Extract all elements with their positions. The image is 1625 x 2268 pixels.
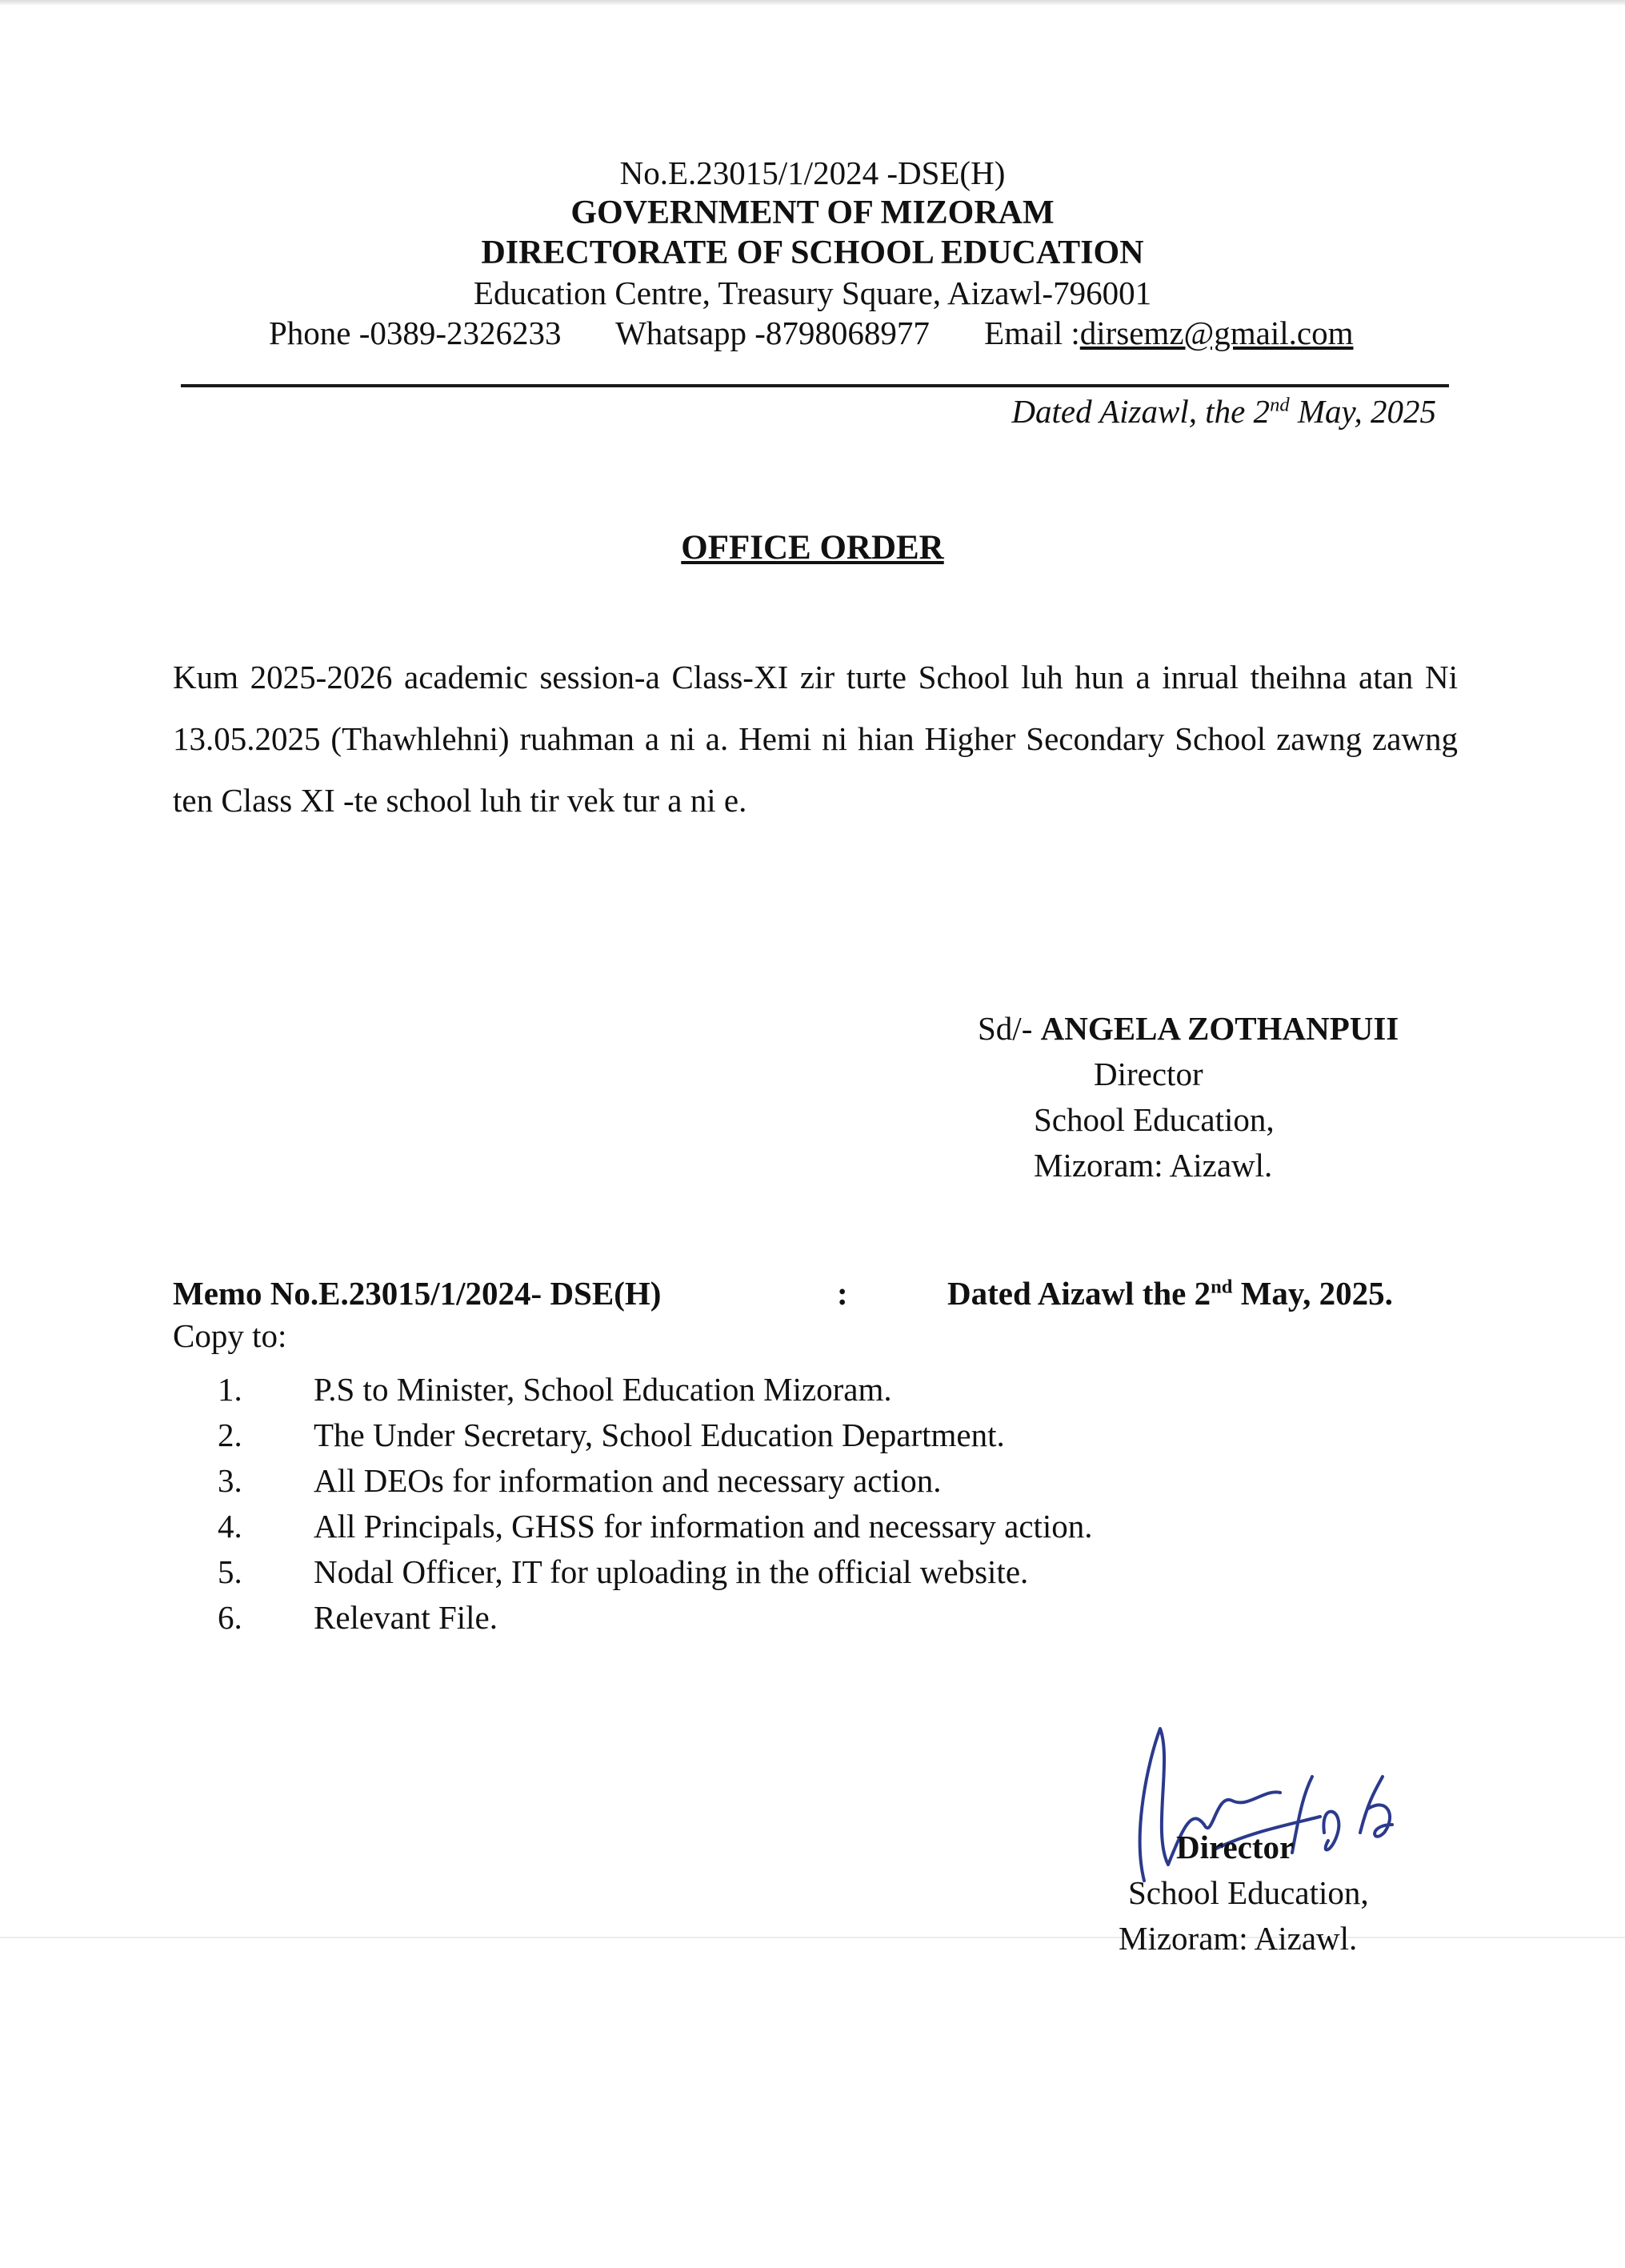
signatory-designation: Director <box>1094 1056 1203 1092</box>
copy-to-label: Copy to: <box>173 1317 287 1354</box>
memo-date: Dated Aizawl the 2nd May, 2025. <box>947 1275 1393 1312</box>
signatory-place: Mizoram: Aizawl. <box>1034 1147 1273 1184</box>
list-item: 6. Relevant File. <box>218 1599 498 1636</box>
email-label: Email : <box>984 315 1080 351</box>
copy-to-list <box>218 1367 1093 1641</box>
signatory-line: Sd/- ANGELA ZOTHANPUII <box>978 1010 1399 1047</box>
scan-fold-artifact <box>0 1937 1625 1938</box>
stamp-department: School Education, <box>1128 1874 1369 1911</box>
list-item: 3. All DEOs for information and necessary action. <box>218 1462 942 1499</box>
stamp-designation: Director <box>1176 1829 1295 1865</box>
contact-line <box>269 314 1365 352</box>
phone-number: Phone -0389-2326233 <box>269 315 562 351</box>
list-item: 2. The Under Secretary, School Education Department. <box>218 1416 1005 1453</box>
header-divider <box>181 384 1449 387</box>
file-number: No.E.23015/1/2024 -DSE(H) <box>619 154 1006 191</box>
signatory-name: ANGELA ZOTHANPUII <box>1040 1010 1399 1047</box>
whatsapp-number: Whatsapp -8798068977 <box>615 315 930 351</box>
office-address: Education Centre, Treasury Square, Aizawl-796001 <box>473 274 1152 311</box>
signatory-block <box>978 1006 1399 1188</box>
memo-separator: : <box>837 1275 848 1312</box>
office-stamp <box>1104 1825 1369 1961</box>
order-body: Kum 2025-2026 academic session-a Class-XI zir turte School luh hun a inrual theihna atan Ni 13.05.2025 (Thawhlehni) ruahman a ni a. Hemi ni hian Higher Secondary School zawng zawng ten Class XI -te school luh tir vek tur a ni e. <box>173 659 1458 819</box>
list-item: 1. P.S to Minister, School Education Mizoram. <box>218 1371 892 1408</box>
list-item: 5. Nodal Officer, IT for uploading in the official website. <box>218 1553 1029 1590</box>
memo-number: Memo No.E.23015/1/2024- DSE(H) <box>173 1275 662 1312</box>
issue-date: Dated Aizawl, the 2nd May, 2025 <box>1011 393 1436 430</box>
document-title: OFFICE ORDER <box>681 529 944 567</box>
email-link[interactable]: dirsemz@gmail.com <box>1079 315 1354 351</box>
directorate-heading: DIRECTORATE OF SCHOOL EDUCATION <box>481 234 1144 271</box>
stamp-place: Mizoram: Aizawl. <box>1119 1920 1358 1957</box>
list-item: 4. All Principals, GHSS for information and necessary action. <box>218 1508 1093 1545</box>
signatory-department: School Education, <box>1034 1101 1275 1138</box>
government-heading: GOVERNMENT OF MIZORAM <box>570 194 1055 231</box>
scan-edge-artifact <box>0 0 1625 5</box>
